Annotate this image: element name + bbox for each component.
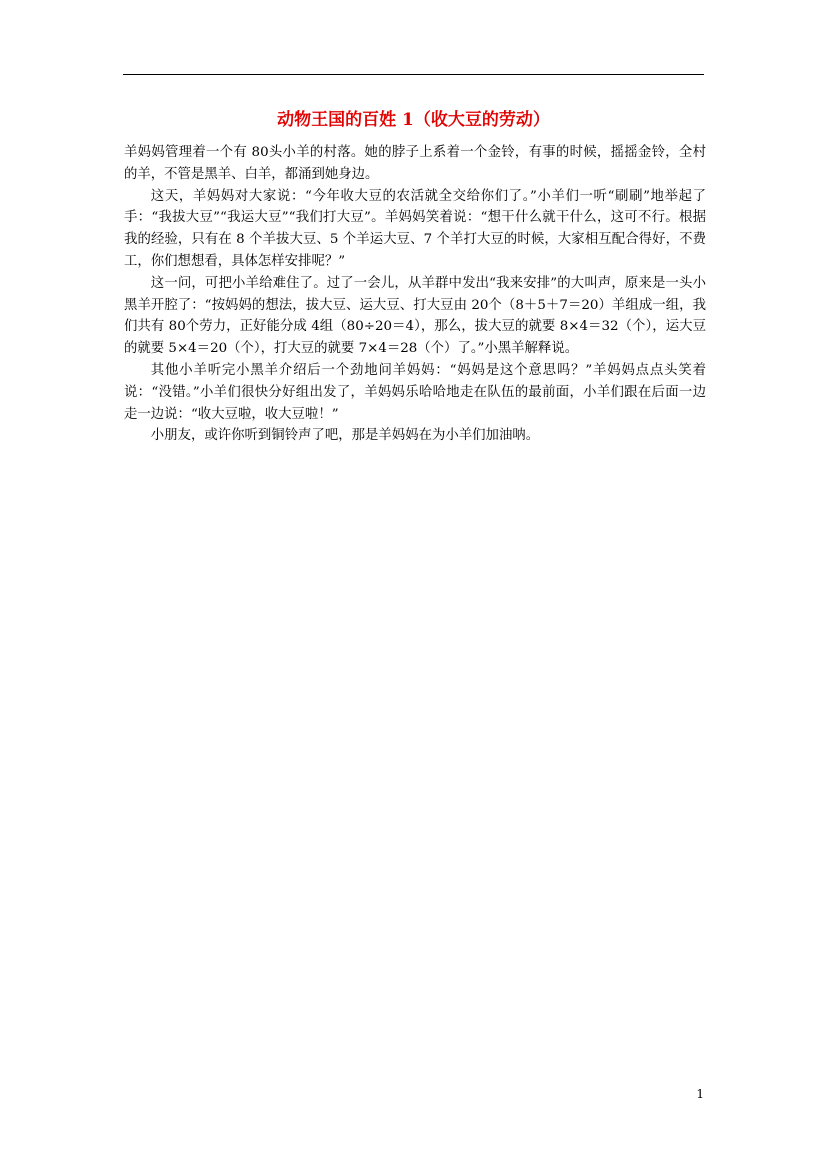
header-rule	[123, 74, 704, 75]
story-body	[124, 142, 706, 447]
page-number: 1	[696, 1087, 704, 1101]
paragraph-1: 羊妈妈管理着一个有 80头小羊的村落。她的脖子上系着一个金铃，有事的时候，摇摇金铃，全村的羊，不管是黑羊、白羊，都涌到她身边。	[124, 145, 706, 182]
paragraph-2: 这天，羊妈妈对大家说：“今年收大豆的农活就全交给你们了。”小羊们一听“刷刷”地举起了手：“我拔大豆”“我运大豆”“我们打大豆”。羊妈妈笑着说：“想干什么就干什么，这可不行。根据我的经验，只有在 8 个羊拔大豆、5 个羊运大豆、7 个羊打大豆的时候，大家相互配合得好，不费工，你们想想看，具体怎样安排呢？”	[124, 188, 706, 269]
paragraph-4: 其他小羊听完小黑羊介绍后一个劲地问羊妈妈：“妈妈是这个意思吗？”羊妈妈点点头笑着说：“没错。”小羊们很快分好组出发了，羊妈妈乐哈哈地走在队伍的最前面，小羊们跟在后面一边走一边说：“收大豆啦，收大豆啦！”	[124, 362, 706, 422]
page-title: 动物王国的百姓 1（收大豆的劳动）	[277, 110, 550, 130]
paragraph-3: 这一问，可把小羊给难住了。过了一会儿，从羊群中发出“我来安排”的大叫声，原来是一头小黑羊开腔了：“按妈妈的想法，拔大豆、运大豆、打大豆由 20个（8＋5＋7＝20）羊组成一组，我们共有 80个劳力，正好能分成 4组（80÷20＝4），那么，拔大豆的就要 8×4＝32（个），运大豆的就要 5×4＝20（个），打大豆的就要 7×4＝28（个）了。”小黑羊解释说。	[124, 275, 706, 357]
paragraph-5: 小朋友，或许你听到铜铃声了吧，那是羊妈妈在为小羊们加油呐。	[150, 428, 540, 444]
